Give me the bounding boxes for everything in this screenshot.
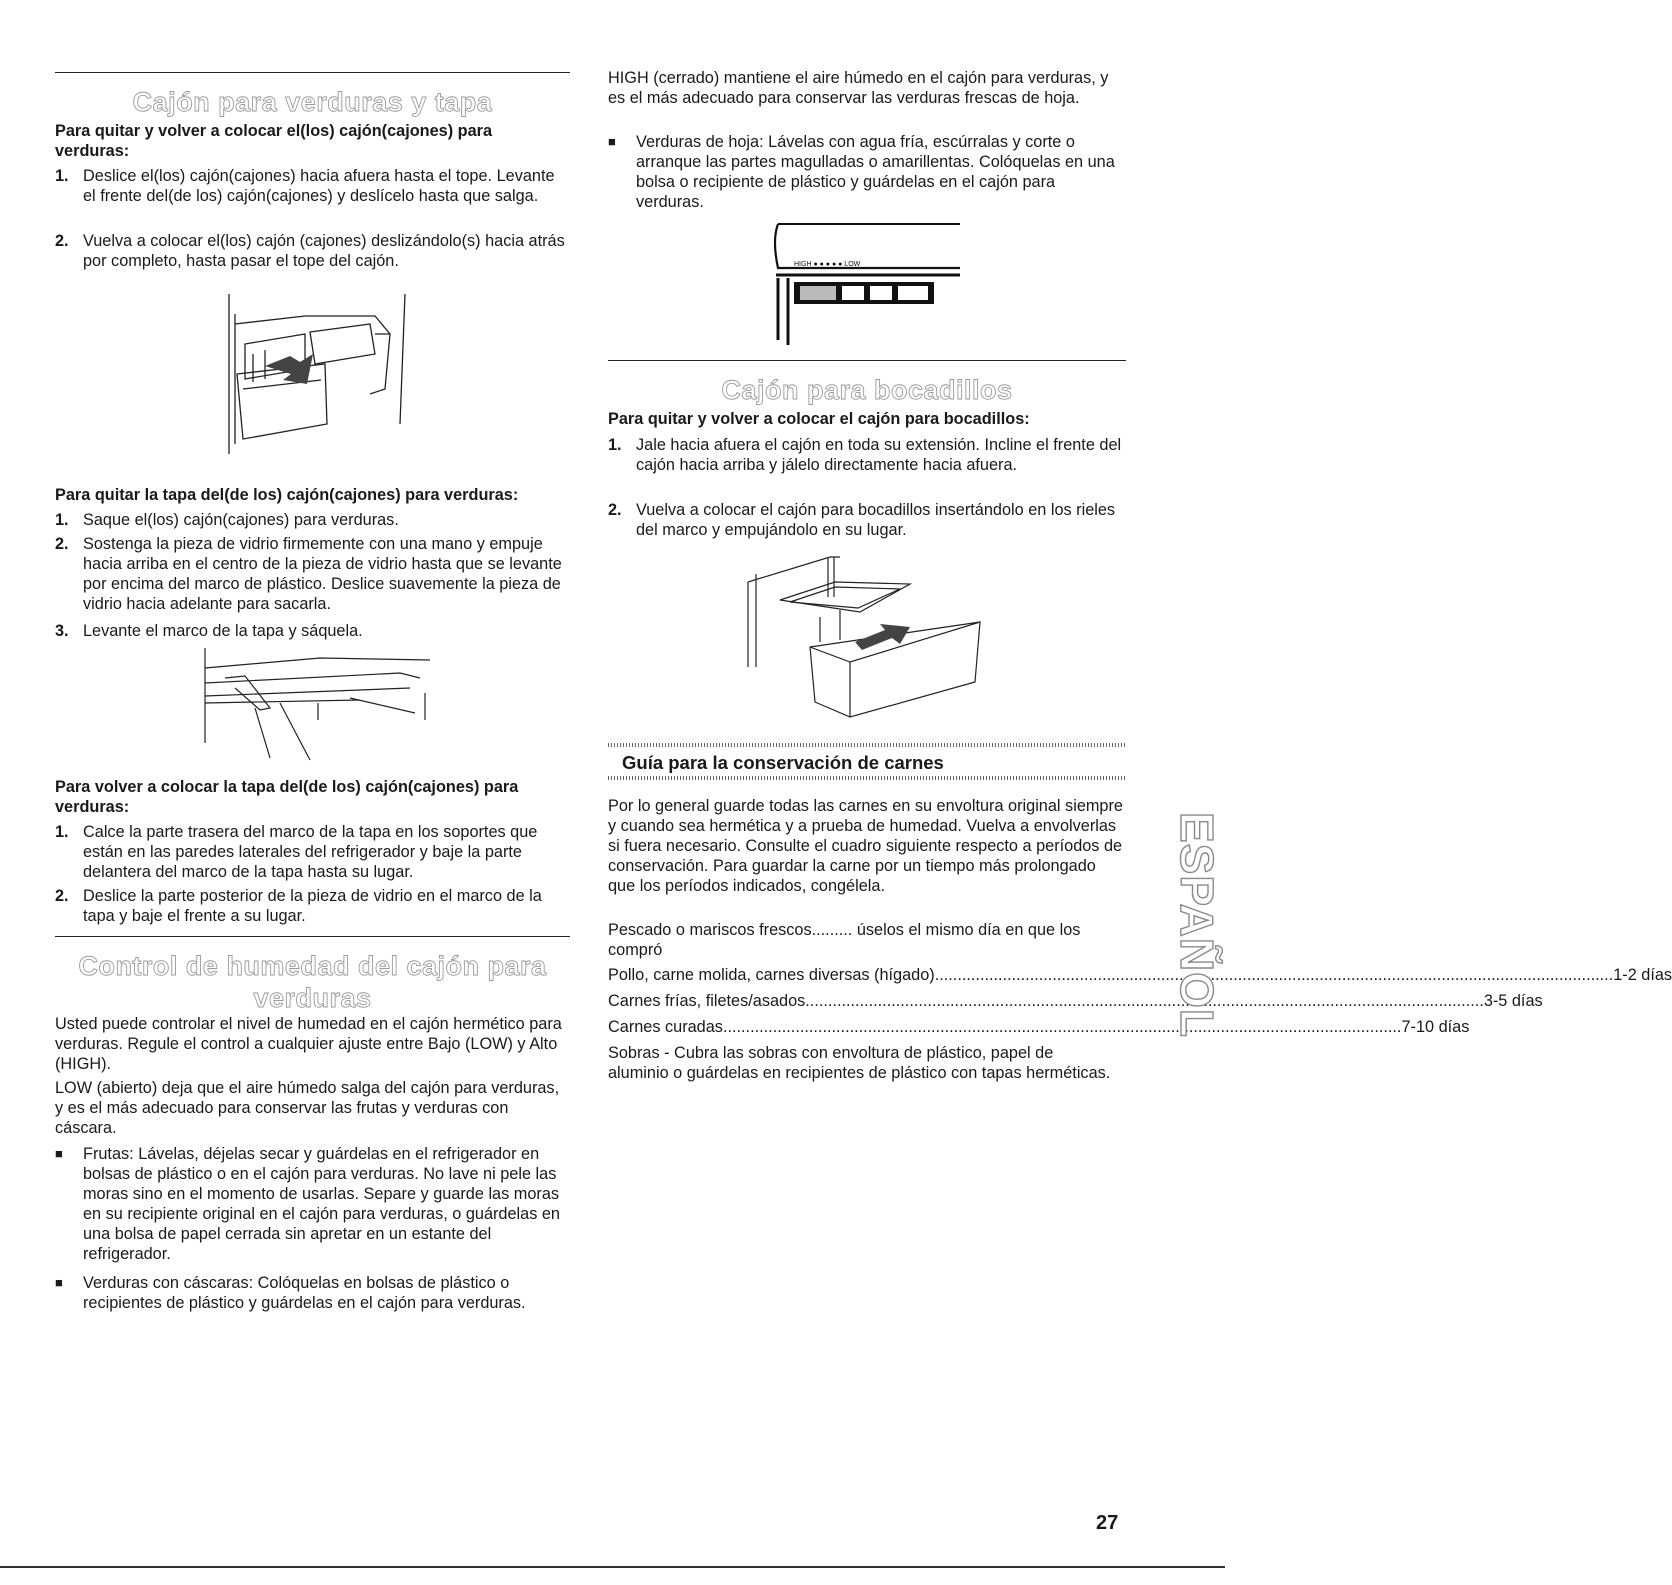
list-item: ■ Verduras de hoja: Lávelas con agua fría, escúrralas y corte o arranque las partes magulladas o amarillentas. Colóquelas en una bolsa o recipiente de plástico y guárdelas en el cajón para verduras. xyxy=(608,133,1115,211)
meat-row-value: úselos el mismo día en que los compró xyxy=(608,921,1081,959)
meat-row-value: 1-2 días xyxy=(1613,966,1672,984)
step-number: 2. xyxy=(608,501,622,519)
meat-row-label: Pollo, carne molida, carnes diversas (hígado) xyxy=(608,966,935,984)
meat-row-value: 7-10 días xyxy=(1401,1018,1470,1036)
meat-guide-title: Guía para la conservación de carnes xyxy=(622,752,944,773)
meat-row-value: 3-5 días xyxy=(1483,992,1543,1010)
step-number: 1. xyxy=(55,823,69,841)
low-setting-text: LOW (abierto) deja que el aire húmedo salga del cajón para verduras, y es el más adecuado para conservar las frutas y verduras con cáscara. xyxy=(55,1079,560,1137)
heading-snack-drawer: Para quitar y volver a colocar el cajón para bocadillos: xyxy=(608,410,1030,428)
list-item: 1. Calce la parte trasera del marco de la tapa en los soportes que están en las paredes laterales del refrigerador y baje la parte delantera del marco de la tapa hasta su lugar. xyxy=(55,823,538,881)
top-rule-left xyxy=(55,72,570,73)
list-item: ■ Verduras con cáscaras: Colóquelas en bolsas de plástico o recipientes de plástico y guárdelas en el cajón para verduras. xyxy=(55,1274,526,1312)
step-number: 1. xyxy=(55,167,69,185)
meat-row-label: Carnes frías, filetes/asados xyxy=(608,992,806,1010)
list-item: 2. Vuelva a colocar el cajón para bocadillos insertándolo en los rieles del marco y empujándolo en su lugar. xyxy=(608,501,1116,539)
step-number: 2. xyxy=(55,887,69,905)
heading-remove-crisper: Para quitar y volver a colocar el(los) cajón(cajones) para verduras: xyxy=(55,122,493,160)
humidity-control-illustration xyxy=(770,220,960,345)
heading-remove-cover: Para quitar la tapa del(de los) cajón(cajones) para verduras: xyxy=(55,486,519,504)
list-item: 1. Jale hacia afuera el cajón en toda su extensión. Incline el frente del cajón hacia arriba y jálelo directamente hacia afuera. xyxy=(608,436,1122,474)
list-item: 3. Levante el marco de la tapa y sáquela. xyxy=(55,622,363,640)
section-rule xyxy=(55,936,570,937)
section-rule xyxy=(608,360,1126,361)
humidity-intro: Usted puede controlar el nivel de humedad en el cajón hermético para verduras. Regule el control a cualquier ajuste entre Bajo (LOW) y Alto (HIGH). xyxy=(55,1015,562,1073)
list-item: 2. Sostenga la pieza de vidrio firmemente con una mano y empuje hacia arriba en el centro de la pieza de vidrio hasta que se levante por encima del marco de plástico. Deslice suavemente la pieza de vidrio hacia adelante para sacarla. xyxy=(55,535,562,613)
section-title-crisper: Cajón para verduras y tapa xyxy=(132,87,493,117)
step-number: 1. xyxy=(608,436,622,454)
leader-dots xyxy=(935,965,1614,985)
list-item: 2. Vuelva a colocar el(los) cajón (cajones) deslizándolo(s) hacia atrás por completo, hasta pasar el tope del cajón. xyxy=(55,232,565,270)
list-item: 1. Deslice el(los) cajón(cajones) hacia afuera hasta el tope. Levante el frente del(de los) cajón(cajones) y deslícelo hasta que salga. xyxy=(55,167,555,205)
leader-dots: ......... xyxy=(811,921,853,939)
language-tab-text: ESPAÑOL xyxy=(1171,812,1223,1038)
hatch-rule-bottom xyxy=(608,776,1126,780)
meat-row-label: Carnes curadas xyxy=(608,1018,723,1036)
step-number: 1. xyxy=(55,511,69,529)
list-item: ■ Frutas: Lávelas, déjelas secar y guárdelas en el refrigerador en bolsas de plástico o en el cajón para verduras. No lave ni pele las moras sino en el momento de usarlas. Separe y guarde las moras en su recipiente original en el cajón para verduras, o guárdelas en una bolsa de papel cerrada sin apretar en un estante del refrigerador. xyxy=(55,1145,560,1263)
heading-replace-cover: Para volver a colocar la tapa del(de los) cajón(cajones) para verduras: xyxy=(55,778,519,816)
meat-guide-header xyxy=(608,743,1126,783)
section-title-humidity-line2: verduras xyxy=(253,983,372,1013)
meat-guide-intro: Por lo general guarde todas las carnes en su envoltura original siempre y cuando sea hermética y a prueba de humedad. Vuelva a envolverlas si fuera necesario. Consulte el cuadro siguiente respecto a períodos de conservación. Para guardar la carne por un tiempo más prolongado que los períodos indicados, congélela. xyxy=(608,797,1123,895)
meat-row-fish xyxy=(608,920,1123,960)
page-number: 27 xyxy=(1096,1512,1119,1534)
step-number: 2. xyxy=(55,535,69,553)
meat-row-label: Pescado o mariscos frescos xyxy=(608,921,812,939)
section-title-humidity-line1: Control de humedad del cajón para xyxy=(78,951,547,981)
leader-dots xyxy=(723,1017,1402,1037)
list-item: 1. Saque el(los) cajón(cajones) para verduras. xyxy=(55,511,399,529)
crisper-drawer-illustration xyxy=(225,294,415,454)
bottom-rule xyxy=(0,1566,1225,1568)
bullet-icon: ■ xyxy=(55,1146,63,1161)
humidity-dial-label: HIGH ● ● ● ● ● LOW xyxy=(794,261,861,268)
snack-drawer-illustration xyxy=(740,552,990,722)
meat-row-cold-cuts xyxy=(608,991,1543,1011)
step-number: 3. xyxy=(55,622,69,640)
bullet-icon: ■ xyxy=(608,134,616,149)
leftovers-text: Sobras - Cubra las sobras con envoltura de plástico, papel de aluminio o guárdelas en recipientes de plástico con tapas herméticas. xyxy=(608,1044,1111,1082)
high-setting-text: HIGH (cerrado) mantiene el aire húmedo en el cajón para verduras, y es el más adecuado para conservar las verduras frescas de hoja. xyxy=(608,69,1109,107)
cover-removal-illustration xyxy=(200,648,435,766)
meat-row-chicken xyxy=(608,965,1672,985)
section-title-snack-drawer: Cajón para bocadillos xyxy=(721,375,1013,405)
step-number: 2. xyxy=(55,232,69,250)
hatch-rule-top xyxy=(608,743,1126,747)
bullet-icon: ■ xyxy=(55,1275,63,1290)
list-item: 2. Deslice la parte posterior de la pieza de vidrio en el marco de la tapa y baje el frente a su lugar. xyxy=(55,887,542,925)
meat-row-cured xyxy=(608,1017,1470,1037)
language-tab xyxy=(1135,800,1223,1060)
